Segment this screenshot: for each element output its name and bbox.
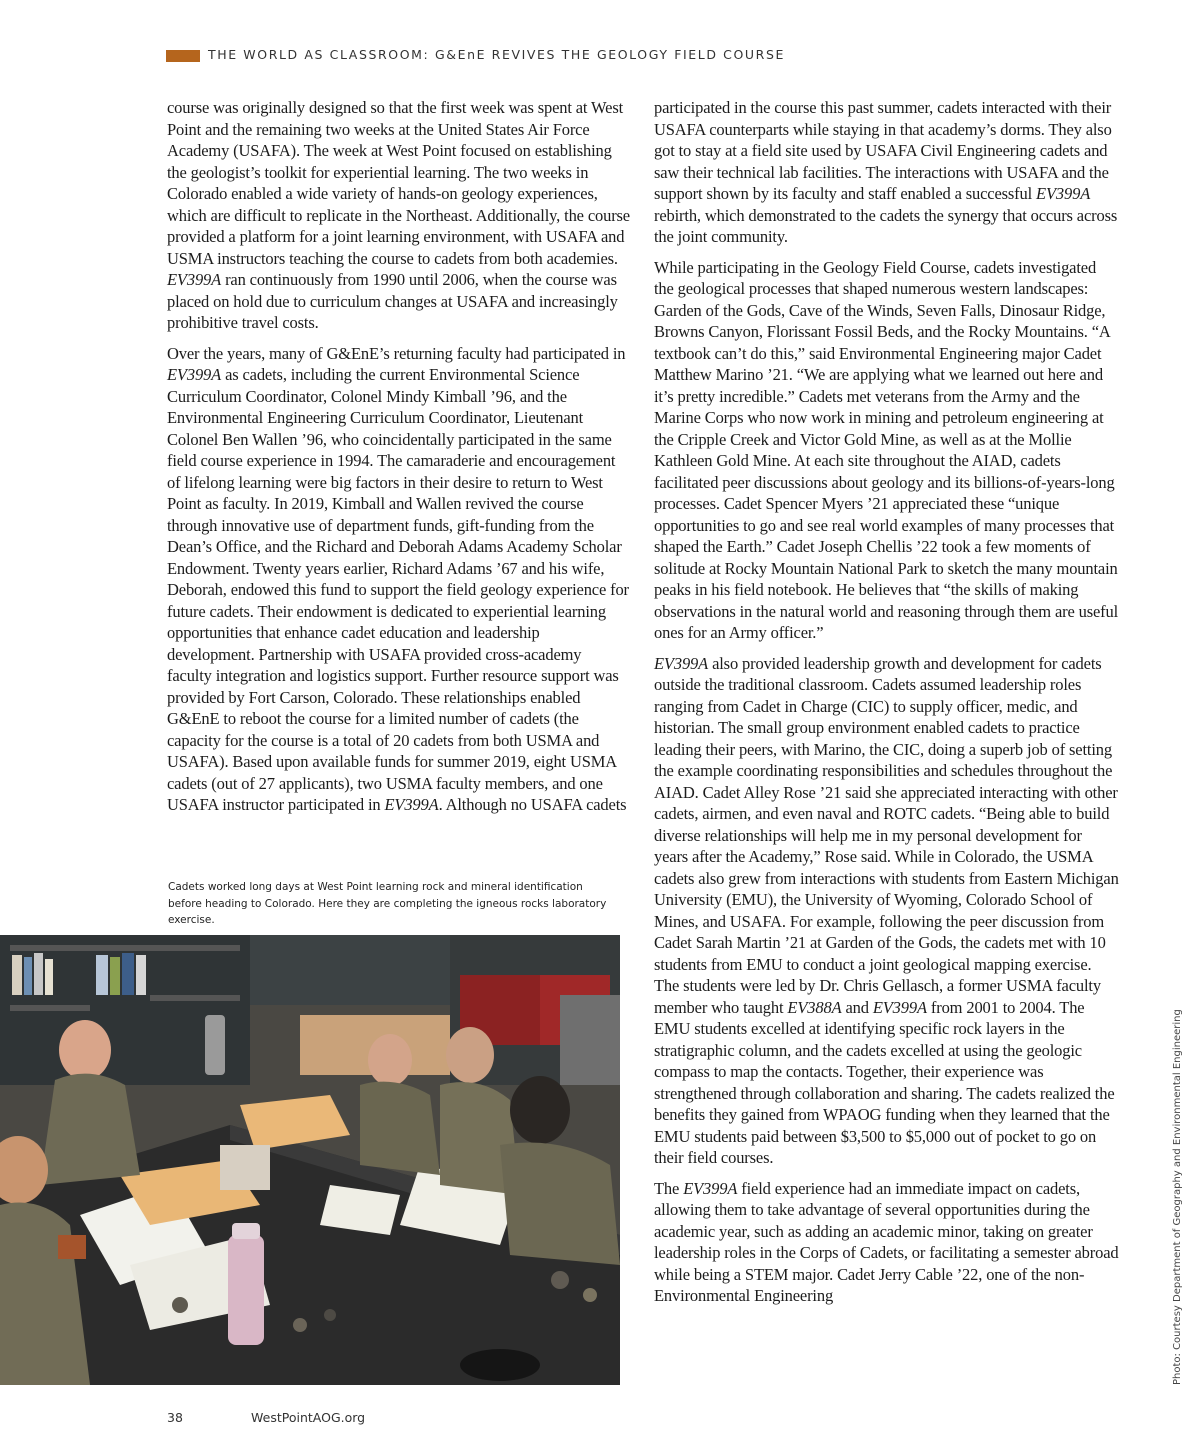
section-accent-bar xyxy=(166,50,200,62)
paragraph xyxy=(167,97,630,334)
text-run: While participating in the Geology Field Course, cadets investigated the geological processes that shaped numerous western landscapes: Garden of the Gods, Cave of the Winds, Seven Falls, Dinosaur Ridge, Browns Canyon, Florissant Fossil Beds, and the Rocky Mountains. “A textbook can’t do this,” said Environmental Engineering major Cadet Matthew Marino ’21. “We are applying what we learned out here and it’s pretty incredible.” Cadets met veterans from the Army and the Marine Corps who now work in mining and petroleum engineering at the Cripple Creek and Victor Gold Mine, as well as at the Mollie Kathleen Gold Mine. At each site throughout the AIAD, cadets facilitated peer discussions about geology and its billions-of-years-long processes. Cadet Spencer Myers ’21 appreciated these “unique opportunities to go and see real world examples of many processes that shaped the Earth.” Cadet Joseph Chellis ’22 took a few moments of solitude at Rocky Mountain National Park to sketch the many mountain peaks in his field notebook. He believes that “the skills of making observations in the natural world and reasoning through them are useful ones for an Army officer.” xyxy=(654,257,1119,642)
text-run: Over the years, many of G&EnE’s returning faculty had participated in xyxy=(167,343,626,363)
course-code: EV399A xyxy=(654,653,709,673)
paragraph xyxy=(167,343,630,816)
paragraph xyxy=(654,97,1119,248)
left-column xyxy=(167,97,630,825)
text-run: participated in the course this past summer, cadets interacted with their USAFA counterparts while staying in that academy’s dorms. They also got to stay at a field site used by USAFA Civil Engineering cadets and saw their technical lab facilities. The interactions with USAFA and the support shown by its faculty and staff enabled a successful xyxy=(654,98,1112,203)
course-code: EV388A xyxy=(787,997,842,1017)
running-header: THE WORLD AS CLASSROOM: G&EnE REVIVES THE GEOLOGY FIELD COURSE xyxy=(208,47,785,62)
text-run: as cadets, including the current Environmental Science Curriculum Coordinator, Colonel Mindy Kimball ’96, and the Environmental Engineering Curriculum Coordinator, Lieutenant Colonel Ben Wallen ’96, who coincidentally participated in the same field course experience in 1994. The camaraderie and encouragement of lifelong learning were big factors in their desire to return to West Point as faculty. In 2019, Kimball and Wallen revived the course through innovative use of department funds, gift-funding from the Dean’s Office, and the Richard and Deborah Adams Academy Scholar Endowment. Twenty years earlier, Richard Adams ’67 and his wife, Deborah, endowed this fund to support the field geology experience for future cadets. Their endowment is dedicated to experiential learning opportunities that enhance cadet education and leadership development. Partnership with USAFA provided cross-academy faculty integration and logistics support. Further resource support was provided by Fort Carson, Colorado. These relationships enabled G&EnE to reboot the course for a limited number of cadets (the capacity for the course is a total of 20 cadets from both USMA and USAFA). Based upon available funds for summer 2019, eight USMA cadets (out of 27 applicants), two USMA faculty members, and one USAFA instructor participated in xyxy=(167,365,629,814)
text-run: field experience had an immediate impact on cadets, allowing them to take advantage of several opportunities during the academic year, such as adding an academic minor, taking on greater leadership roles in the Corps of Cadets, or facilitating a semester abroad while being a STEM major. Cadet Jerry Cable ’22, one of the non-Environmental Engineering xyxy=(654,1178,1119,1305)
text-run: from 2001 to 2004. The EMU students excelled at identifying specific rock layers in the stratigraphic column, and the cadets excelled at using the geologic compass to map the contacts. Together, their experience was strengthened through collaboration and sharing. The cadets realized the benefits they gained from WPAOG funding when they learned that the EMU students paid between $3,500 to $5,000 out of pocket to go on their field courses. xyxy=(654,997,1115,1167)
course-code: EV399A xyxy=(167,270,222,289)
paragraph xyxy=(654,257,1119,644)
text-run: ran continuously from 1990 until 2006, when the course was placed on hold due to curriculum changes at USAFA and increasingly prohibitive travel costs. xyxy=(167,270,618,332)
course-code: EV399A xyxy=(872,997,927,1017)
website-link[interactable]: WestPointAOG.org xyxy=(251,1410,366,1425)
text-run: and xyxy=(841,997,873,1017)
classroom-photo xyxy=(0,935,620,1385)
text-run: course was originally designed so that the first week was spent at West Point and the remaining two weeks at the United States Air Force Academy (USAFA). The week at West Point focused on establishing the geologist’s toolkit for experiential learning. The two weeks in Colorado enabled a wide variety of hands-on geology experiences, which are difficult to replicate in the Northeast. Additionally, the course provided a platform for a joint learning environment, with USAFA and USMA instructors teaching the course to cadets from both academies. xyxy=(167,98,630,268)
course-code: EV399A xyxy=(683,1178,738,1198)
paragraph xyxy=(654,1178,1119,1307)
right-column xyxy=(654,97,1119,1316)
course-code: EV399A xyxy=(1036,184,1091,203)
text-run: The xyxy=(654,1178,684,1198)
text-run: rebirth, which demonstrated to the cadets the synergy that occurs across the joint community. xyxy=(654,205,1118,246)
page-number: 38 xyxy=(167,1410,183,1425)
photo-credit: Photo: Courtesy Department of Geography and Environmental Engineering xyxy=(1172,1009,1183,1385)
course-code: EV399A xyxy=(384,795,439,814)
paragraph xyxy=(654,653,1119,1169)
course-code: EV399A xyxy=(167,365,222,384)
photo-caption: Cadets worked long days at West Point learning rock and mineral identification before heading to Colorado. Here they are completing the igneous rocks laboratory exercise. xyxy=(168,881,607,926)
text-run: also provided leadership growth and development for cadets outside the traditional classroom. Cadets assumed leadership roles ranging from Cadet in Charge (CIC) to supply officer, medic, and historian. The small group environment enabled cadets to practice leading their peers, with Marino, the CIC, doing a superb job of setting the example coordinating responsibilities and schedules throughout the AIAD. Cadet Alley Rose ’21 said she appreciated interacting with other cadets, airmen, and even naval and ROTC cadets. “Being able to build diverse relationships will help me in my personal development for years after the Academy,” Rose said. While in Colorado, the USMA cadets also grew from interactions with students from Eastern Michigan University (EMU), the University of Wyoming, Colorado School of Mines, and USAFA. For example, following the peer discussion from Cadet Sarah Martin ’21 at Garden of the Gods, the cadets met with 10 students from EMU to conduct a joint geological mapping exercise. The students were led by Dr. Chris Gellasch, a former USMA faculty member who taught xyxy=(654,653,1119,1017)
text-run: . Although no USAFA cadets xyxy=(438,795,627,814)
